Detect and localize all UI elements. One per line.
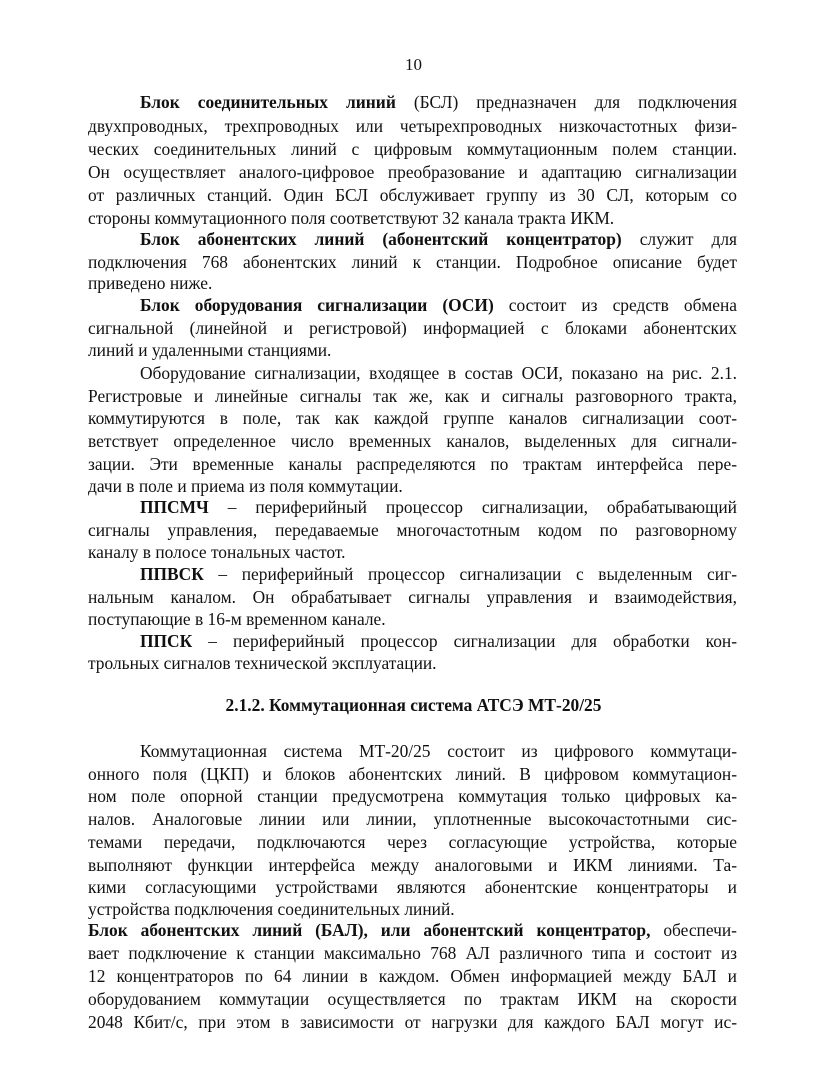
- text-line: двухпроводных, трехпроводных или четырехпроводных низкочастотных физи-: [88, 116, 737, 136]
- text-line: Блок абонентских линий (БАЛ), или абонентский концентратор, обеспечи-: [88, 920, 737, 940]
- text-line: дачи в поле и приема из поля коммутации.: [88, 476, 403, 496]
- bold-term: Блок оборудования сигнализации (ОСИ): [140, 295, 494, 315]
- text-line: нальным каналом. Он обрабатывает сигналы управления и взаимодействия,: [88, 587, 737, 607]
- page-number: 10: [405, 55, 422, 74]
- text-line: подключения 768 абонентских линий к станции. Подробное описание будет: [88, 252, 737, 272]
- text-line: от различных станций. Один БСЛ обслуживает группу из 30 СЛ, которым со: [88, 185, 737, 205]
- text-line: вает подключение к станции максимально 768 АЛ различного типа и состоит из: [88, 943, 737, 963]
- bold-term: ППСМЧ: [140, 497, 209, 517]
- text-line: зации. Эти временные каналы распределяются по трактам интерфейса пере-: [88, 454, 737, 474]
- text-line: Блок соединительных линий (БСЛ) предназначен для подключения: [140, 92, 737, 112]
- text-line: коммутируются в поле, так как каждой группе каналов сигнализации соот-: [88, 408, 737, 428]
- section-heading: 2.1.2. Коммутационная система АТСЭ МТ-20/25: [225, 695, 602, 715]
- text-line: каналу в полосе тональных частот.: [88, 542, 346, 562]
- text-line: онного поля (ЦКП) и блоков абонентских линий. В цифровом коммутацион-: [88, 764, 737, 784]
- text-line: Блок оборудования сигнализации (ОСИ) состоит из средств обмена: [140, 295, 737, 315]
- bold-term: Блок абонентских линий (абонентский концентратор): [140, 229, 622, 249]
- text-line: Регистровые и линейные сигналы так же, как и сигналы разговорного тракта,: [88, 386, 737, 406]
- text-line: 12 концентраторов по 64 линии в каждом. Обмен информацией между БАЛ и: [88, 966, 737, 986]
- text-line: линий и удаленными станциями.: [88, 340, 332, 360]
- text-line: Оборудование сигнализации, входящее в состав ОСИ, показано на рис. 2.1.: [140, 363, 737, 383]
- text-line: ППВСК – периферийный процессор сигнализации с выделенным сиг-: [140, 564, 737, 584]
- text-line: Коммутационная система МТ-20/25 состоит из цифрового коммутаци-: [140, 741, 737, 761]
- text-line: ческих соединительных линий с цифровым коммутационным полем станции.: [88, 139, 737, 159]
- bold-term: Блок абонентских линий (БАЛ), или абонентский концентратор,: [88, 920, 651, 940]
- text-line: Он осуществляет аналого-цифровое преобразование и адаптацию сигнализации: [88, 162, 737, 182]
- text-line: ветствует определенное число временных каналов, выделенных для сигнали-: [88, 431, 737, 451]
- text-line: 2048 Кбит/с, при этом в зависимости от нагрузки для каждого БАЛ могут ис-: [88, 1012, 737, 1032]
- text-line: трольных сигналов технической эксплуатации.: [88, 653, 437, 673]
- text-line: ном поле опорной станции предусмотрена коммутация только цифровых ка-: [88, 786, 737, 806]
- text-line: приведено ниже.: [88, 273, 213, 293]
- text-line: темами передачи, подключаются через согласующие устройства, которые: [88, 832, 737, 852]
- text-line: сигналы управления, передаваемые многочастотным кодом по разговорному: [88, 520, 737, 540]
- text-line: налов. Аналоговые линии или линии, уплотненные высокочастотными сис-: [88, 809, 737, 829]
- bold-term: Блок соединительных линий: [140, 92, 396, 112]
- text-line: поступающие в 16-м временном канале.: [88, 609, 386, 629]
- text-line: выполняют функции интерфейса между аналоговыми и ИКМ линиями. Та-: [88, 855, 737, 875]
- text-line: сигнальной (линейной и регистровой) информацией с блоками абонентских: [88, 318, 737, 338]
- text-line: Блок абонентских линий (абонентский концентратор) служит для: [140, 229, 737, 249]
- text-line: устройства подключения соединительных линий.: [88, 899, 455, 919]
- text-line: кими согласующими устройствами являются абонентские концентраторы и: [88, 877, 737, 897]
- text-line: оборудованием коммутации осуществляется по трактам ИКМ на скорости: [88, 989, 737, 1009]
- text-line: стороны коммутационного поля соответствуют 32 канала тракта ИКМ.: [88, 208, 615, 228]
- bold-term: ППСК: [140, 631, 193, 651]
- text-line: ППСК – периферийный процессор сигнализации для обработки кон-: [140, 631, 737, 651]
- bold-term: ППВСК: [140, 564, 204, 584]
- text-line: ППСМЧ – периферийный процессор сигнализации, обрабатывающий: [140, 497, 737, 517]
